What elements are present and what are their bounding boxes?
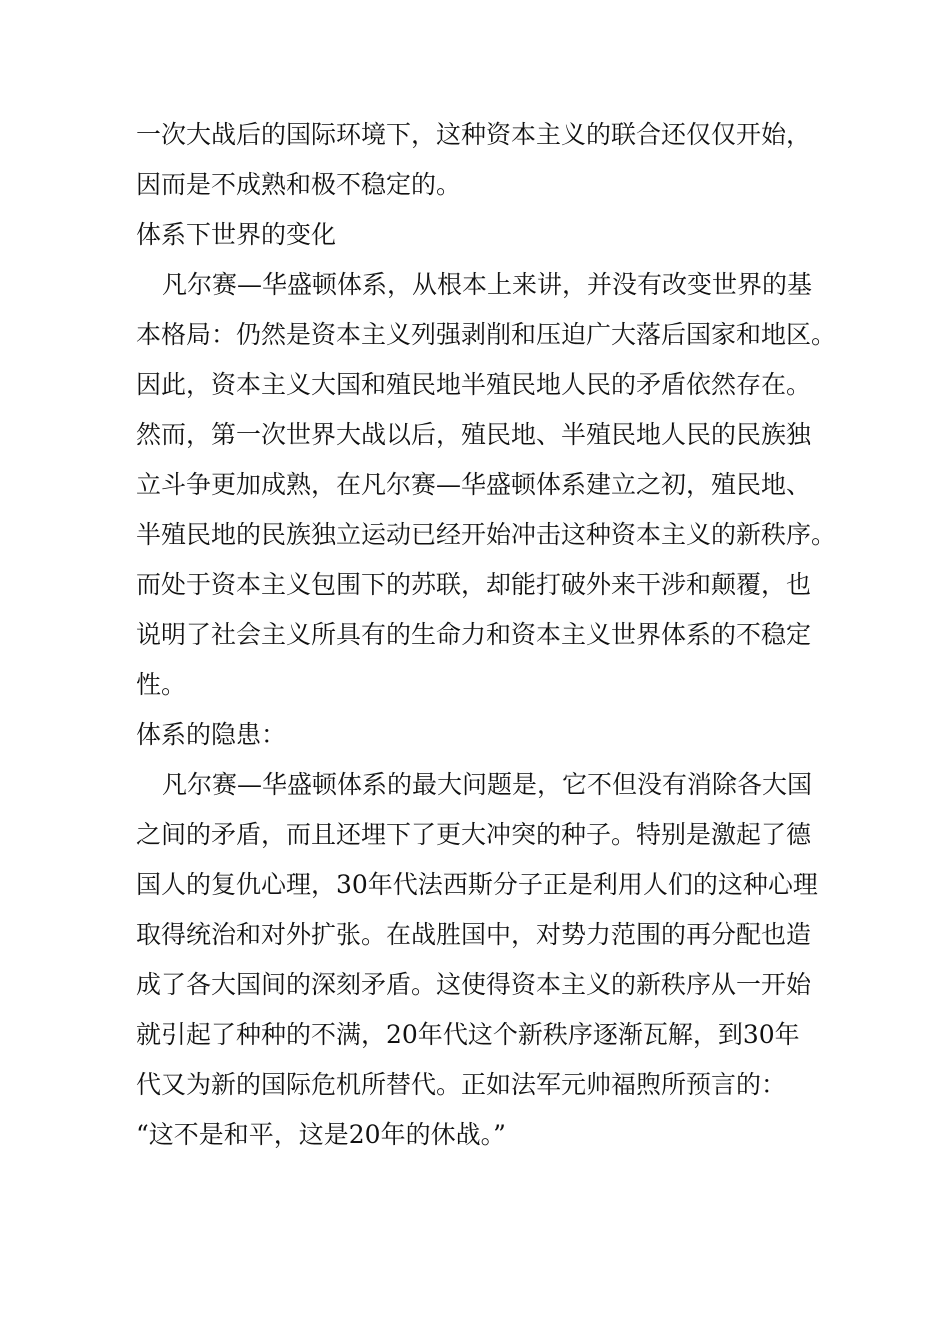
paragraph-2-line-9: 性。 (136, 670, 187, 699)
paragraph-3-line-4: 取得统治和对外扩张。在战胜国中，对势力范围的再分配也造 (136, 920, 812, 949)
paragraph-3-line-6: 就引起了种种的不满，20年代这个新秩序逐渐瓦解，到30年 (136, 1020, 800, 1049)
paragraph-2-line-3: 因此，资本主义大国和殖民地半殖民地人民的矛盾依然存在。 (136, 370, 812, 399)
paragraph-2-line-6: 半殖民地的民族独立运动已经开始冲击这种资本主义的新秩序。 (136, 520, 837, 549)
paragraph-3-line-5: 成了各大国间的深刻矛盾。这使得资本主义的新秩序从一开始 (136, 970, 812, 999)
paragraph-1-line-2: 因而是不成熟和极不稳定的。 (136, 170, 462, 199)
paragraph-3-line-1: 凡尔赛—华盛顿体系的最大问题是，它不但没有消除各大国 (162, 770, 813, 799)
paragraph-3-line-2: 之间的矛盾，而且还埋下了更大冲突的种子。特别是激起了德 (136, 820, 812, 849)
paragraph-2-line-5: 立斗争更加成熟，在凡尔赛—华盛顿体系建立之初，殖民地、 (136, 470, 812, 499)
paragraph-2-line-1: 凡尔赛—华盛顿体系，从根本上来讲，并没有改变世界的基 (162, 270, 813, 299)
section-heading-hidden-dangers: 体系的隐患： (136, 720, 287, 749)
paragraph-2-line-4: 然而，第一次世界大战以后，殖民地、半殖民地人民的民族独 (136, 420, 812, 449)
paragraph-1-line-1: 一次大战后的国际环境下，这种资本主义的联合还仅仅开始， (136, 120, 812, 149)
paragraph-3-line-3: 国人的复仇心理，30年代法西斯分子正是利用人们的这种心理 (136, 870, 818, 899)
paragraph-3-line-7: 代又为新的国际危机所替代。正如法军元帅福煦所预言的： (136, 1070, 787, 1099)
section-heading-changes: 体系下世界的变化 (136, 220, 337, 249)
paragraph-2-line-8: 说明了社会主义所具有的生命力和资本主义世界体系的不稳定 (136, 620, 812, 649)
paragraph-3-line-8: “这不是和平，这是20年的休战。” (136, 1120, 506, 1149)
paragraph-2-line-7: 而处于资本主义包围下的苏联，却能打破外来干涉和颠覆，也 (136, 570, 812, 599)
paragraph-2-line-2: 本格局：仍然是资本主义列强剥削和压迫广大落后国家和地区。 (136, 320, 837, 349)
